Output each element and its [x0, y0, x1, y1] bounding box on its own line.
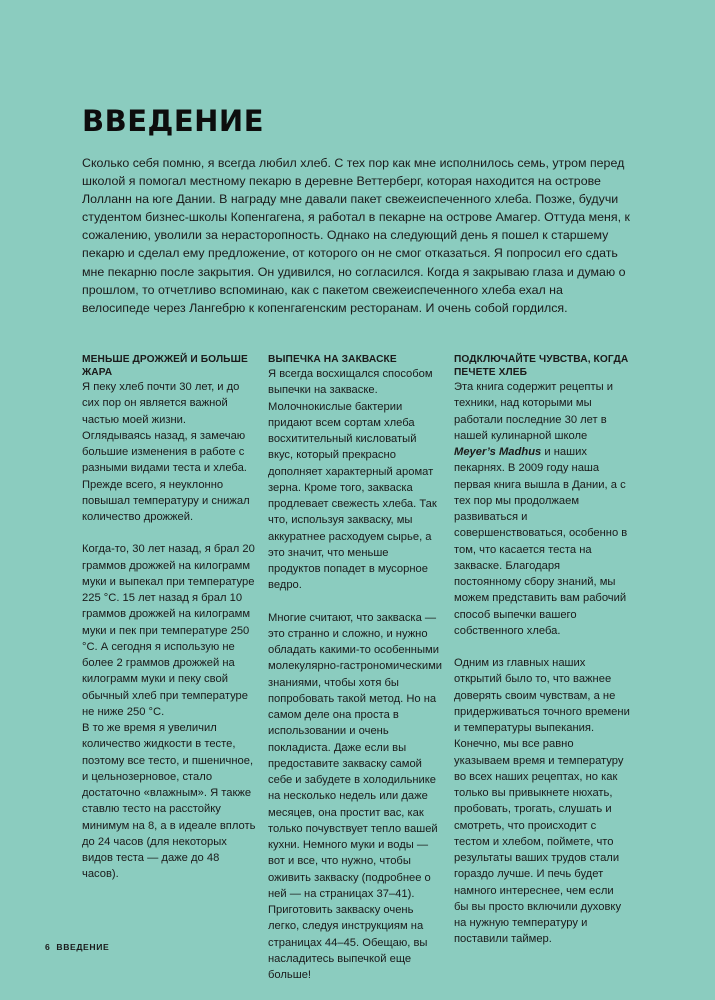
- brand-name: Meyer’s Madhus: [454, 446, 542, 458]
- column-heading: МЕНЬШЕ ДРОЖЖЕЙ И БОЛЬШЕ ЖАРА: [82, 354, 248, 378]
- intro-paragraph: Сколько себя помню, я всегда любил хлеб. С тех пор как мне исполнилось семь, утром перед школой я помогал местному пекарю в деревне Веттерберг, которая находится на острове Лолланн на юге Дании. В награду мне давали пакет свежеиспеченного хлеба. Позже, будучи студентом бизнес-школы Копенгагена, я работал в пекарне на острове Амагер. Оттуда меня, к сожалению, уволили за нерасторопность. Однако на следующий день я пошел к старшему пекарю и сделал ему предложение, от которого он не смог отказаться. Я попросил его сдать мне пекарню после закрытия. Он удивился, но согласился. Когда я закрываю глаза и думаю о прошлом, то отчетливо вспоминаю, как с пакетом свежеиспеченного хлеба ехал на велосипеде через Лангебрю к копенгагенским ресторанам. И очень собой гордился.: [82, 156, 630, 315]
- column-senses: [454, 353, 630, 948]
- page-number: 6: [45, 942, 51, 952]
- column-paragraph: Одним из главных наших открытий было то, что важнее доверять своим чувствам, а не придерживаться точного времени и температуры выпекания. Конечно, мы все равно указываем время и температуру во всех наших рецептах, но как только вы привыкнете нюхать, пробовать, трогать, слушать и смотреть, что происходит с тестом и хлебом, поймете, что результаты ваших трудов стали гораздо лучше. И печь будет намного интереснее, чем если бы вы просто включили духовку на нужную температуру и поставили таймер.: [454, 657, 630, 946]
- column-paragraph: В то же время я увеличил количество жидкости в тесте, поэтому все тесто, и пшеничное, и цельнозерновое, стало достаточно «влажным». Я также ставлю тесто на расстойку минимум на 8, а в идеале вплоть до 24 часов (для некоторых видов теста — даже до 48 часов).: [82, 722, 256, 881]
- page-title: ВВЕДЕНИЕ: [82, 104, 265, 138]
- column-paragraph: Многие считают, что закваска — это странно и сложно, и нужно обладать какими-то особенными молекулярно-гастрономическими знаниями, чтобы хотя бы попробовать такой метод. Но на самом деле она проста в использовании и очень покладиста. Даже если вы предоставите закваску самой себе и забудете в холодильнике на несколько недель или даже месяцев, она простит вас, как только почувствует тепло вашей кухни. Немного муки и воды — вот и все, что нужно, чтобы оживить закваску (подробнее о ней — на страницах 37–41). Приготовить закваску очень легко, следуя инструкциям на страницах 44–45. Обещаю, вы насладитесь выпечкой еще больше!: [268, 611, 443, 981]
- paragraph-text: Эта книга содержит рецепты и техники, над которыми мы работали последние 30 лет в нашей кулинарной школе: [454, 381, 614, 442]
- column-paragraph: Когда-то, 30 лет назад, я брал 20 граммов дрожжей на килограмм муки и выпекал при температуре 225 °С. 15 лет назад я брал 10 граммов дрожжей на килограмм муки и пек при температуре 250 °С. А сегодня я использую не более 2 граммов дрожжей на килограмм муки и пеку свой обычный хлеб при температуре не ниже 250 °С.: [82, 543, 255, 718]
- column-heading: ВЫПЕЧКА НА ЗАКВАСКЕ: [268, 354, 397, 365]
- column-paragraph: Я всегда восхищался способом выпечки на закваске. Молочнокислые бактерии придают всем сортам хлеба восхитительный кисловатый вкус, который прекрасно дополняет характерный аромат зерна. Кроме того, закваска продлевает свежесть хлеба. Так что, используя закваску, мы аккуратнее расходуем сырье, а это значит, что меньше продуктов попадет в мусорное ведро.: [268, 368, 437, 592]
- column-sourdough: [268, 353, 444, 983]
- column-less-yeast: [82, 353, 258, 883]
- column-paragraph: [454, 379, 630, 639]
- footer-section-name: ВВЕДЕНИЕ: [56, 942, 110, 952]
- page-footer: [45, 942, 109, 952]
- paragraph-text: и наших пекарнях. В 2009 году наша первая книга вышла в Дании, а с тех пор мы продолжаем развиваться и совершенствоваться, особенно в том, что касается теста на закваске. Благодаря постоянному сбору знаний, мы можем представить вам рабочий способ выпечки вашего собственного хлеба.: [454, 446, 628, 637]
- column-heading: ПОДКЛЮЧАЙТЕ ЧУВСТВА, КОГДА ПЕЧЕТЕ ХЛЕБ: [454, 354, 629, 378]
- column-paragraph: Я пеку хлеб почти 30 лет, и до сих пор он является важной частью моей жизни. Оглядываясь назад, я замечаю большие изменения в работе с разными видами теста и хлеба. Прежде всего, я неуклонно повышал температуру и снижал количество дрожжей.: [82, 381, 250, 523]
